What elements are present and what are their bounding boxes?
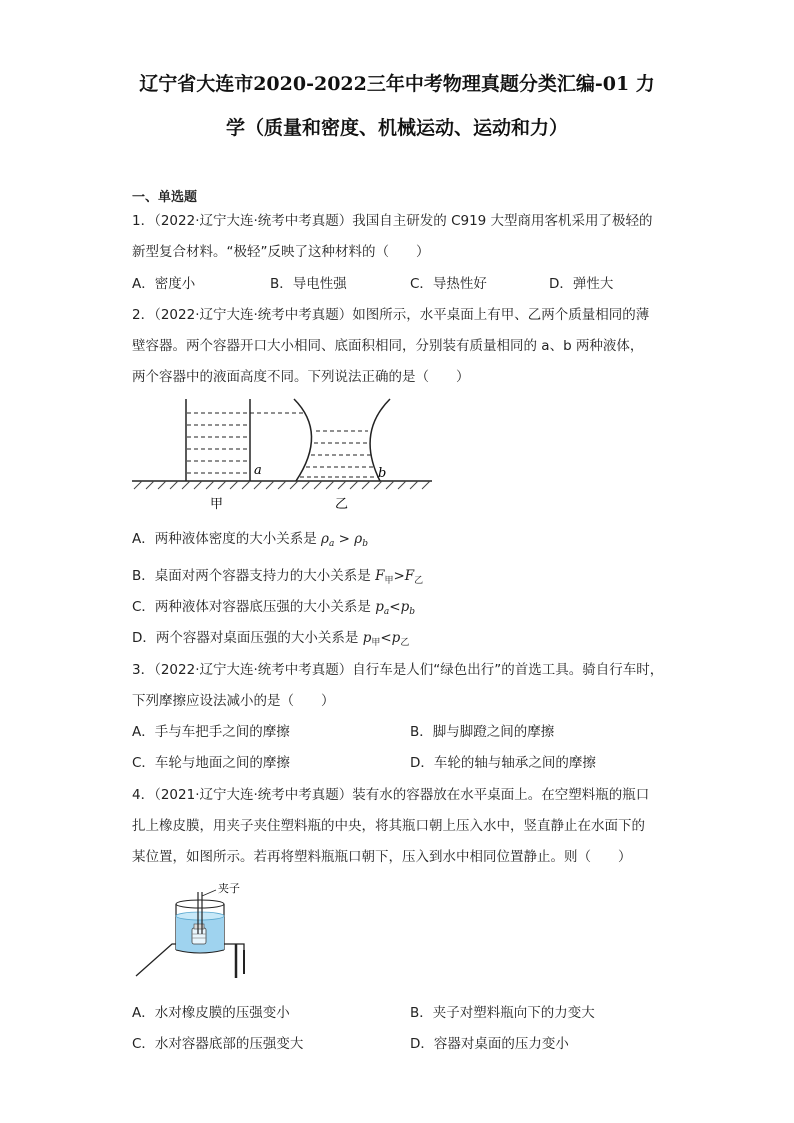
label-b: b (378, 466, 387, 481)
q4-option-a: A．水对橡皮膜的压强变小 (132, 1005, 290, 1021)
q1-option-a: A．密度小 (132, 276, 196, 292)
section-heading: 一、单选题 (132, 190, 198, 205)
q3-option-b: B．脚与脚蹬之间的摩擦 (410, 724, 555, 740)
label-clip: 夹子 (218, 882, 240, 895)
doc-title-line-2: 学（质量和密度、机械运动、运动和力） (225, 117, 568, 139)
q3-option-c: C．车轮与地面之间的摩擦 (132, 755, 290, 771)
q1-stem-line-1: 1．（2022·辽宁大连·统考中考真题）我国自主研发的 C919 大型商用客机采用了极轻的 (132, 213, 653, 229)
container-yi (294, 399, 390, 481)
q4-stem-line-3: 某位置，如图所示。若再将塑料瓶瓶口朝下，压入到水中相同位置静止。则（ ） (132, 849, 632, 865)
q2-stem-line-1: 2．（2022·辽宁大连·统考中考真题）如图所示，水平桌面上有甲、乙两个质量相同的薄 (132, 307, 650, 323)
q4-stem-line-1: 4．（2021·辽宁大连·统考中考真题）装有水的容器放在水平桌面上。在空塑料瓶的瓶口 (132, 787, 650, 803)
q3-stem-line-1: 3．（2022·辽宁大连·统考中考真题）自行车是人们“绿色出行”的首选工具。骑自行车时， (132, 662, 664, 678)
q1-option-d: D．弹性大 (549, 276, 614, 292)
label-a: a (254, 463, 262, 478)
q2-stem-line-3: 两个容器中的液面高度不同。下列说法正确的是（ ） (132, 369, 470, 385)
q4-stem-line-2: 扎上橡皮膜，用夹子夹住塑料瓶的中央，将其瓶口朝上压入水中，竖直静止在水面下的 (132, 818, 645, 834)
q2-stem-line-2: 壁容器。两个容器开口大小相同、底面积相同，分别装有质量相同的 a、b 两种液体， (132, 338, 644, 354)
label-yi: 乙 (335, 497, 349, 512)
q4-option-b: B．夹子对塑料瓶向下的力变大 (410, 1005, 595, 1021)
q3-option-d: D．车轮的轴与轴承之间的摩擦 (410, 755, 596, 771)
q2-option-c: C．两种液体对容器底压强的大小关系是 $p_a<p_b$ (132, 599, 415, 617)
q2-option-a: A．两种液体密度的大小关系是 $\rho_a > \rho_b$ (132, 531, 368, 549)
q1-stem-line-2: 新型复合材料。“极轻”反映了这种材料的（ ） (132, 244, 430, 260)
plastic-bottle (192, 924, 206, 944)
q3-stem-line-2: 下列摩擦应设法减小的是（ ） (132, 693, 335, 709)
q4-option-c: C．水对容器底部的压强变大 (132, 1036, 304, 1052)
q1-option-b: B．导电性强 (270, 276, 347, 292)
label-jia: 甲 (210, 497, 224, 512)
q2-figure-containers (128, 395, 438, 515)
q4-figure-bottle (132, 878, 252, 982)
table-hatching (134, 481, 430, 489)
doc-title-line-1: 辽宁省大连市2020-2022三年中考物理真题分类汇编-01 力 (139, 73, 655, 95)
q2-option-d: D．两个容器对桌面压强的大小关系是 $p_甲<p_乙$ (132, 630, 410, 648)
q1-option-c: C．导热性好 (410, 276, 487, 292)
q2-option-b: B．桌面对两个容器支持力的大小关系是 $F_甲>F_乙$ (132, 568, 424, 586)
q3-option-a: A．手与车把手之间的摩擦 (132, 724, 290, 740)
q4-option-d: D．容器对桌面的压力变小 (410, 1036, 569, 1052)
container-jia (186, 399, 250, 481)
